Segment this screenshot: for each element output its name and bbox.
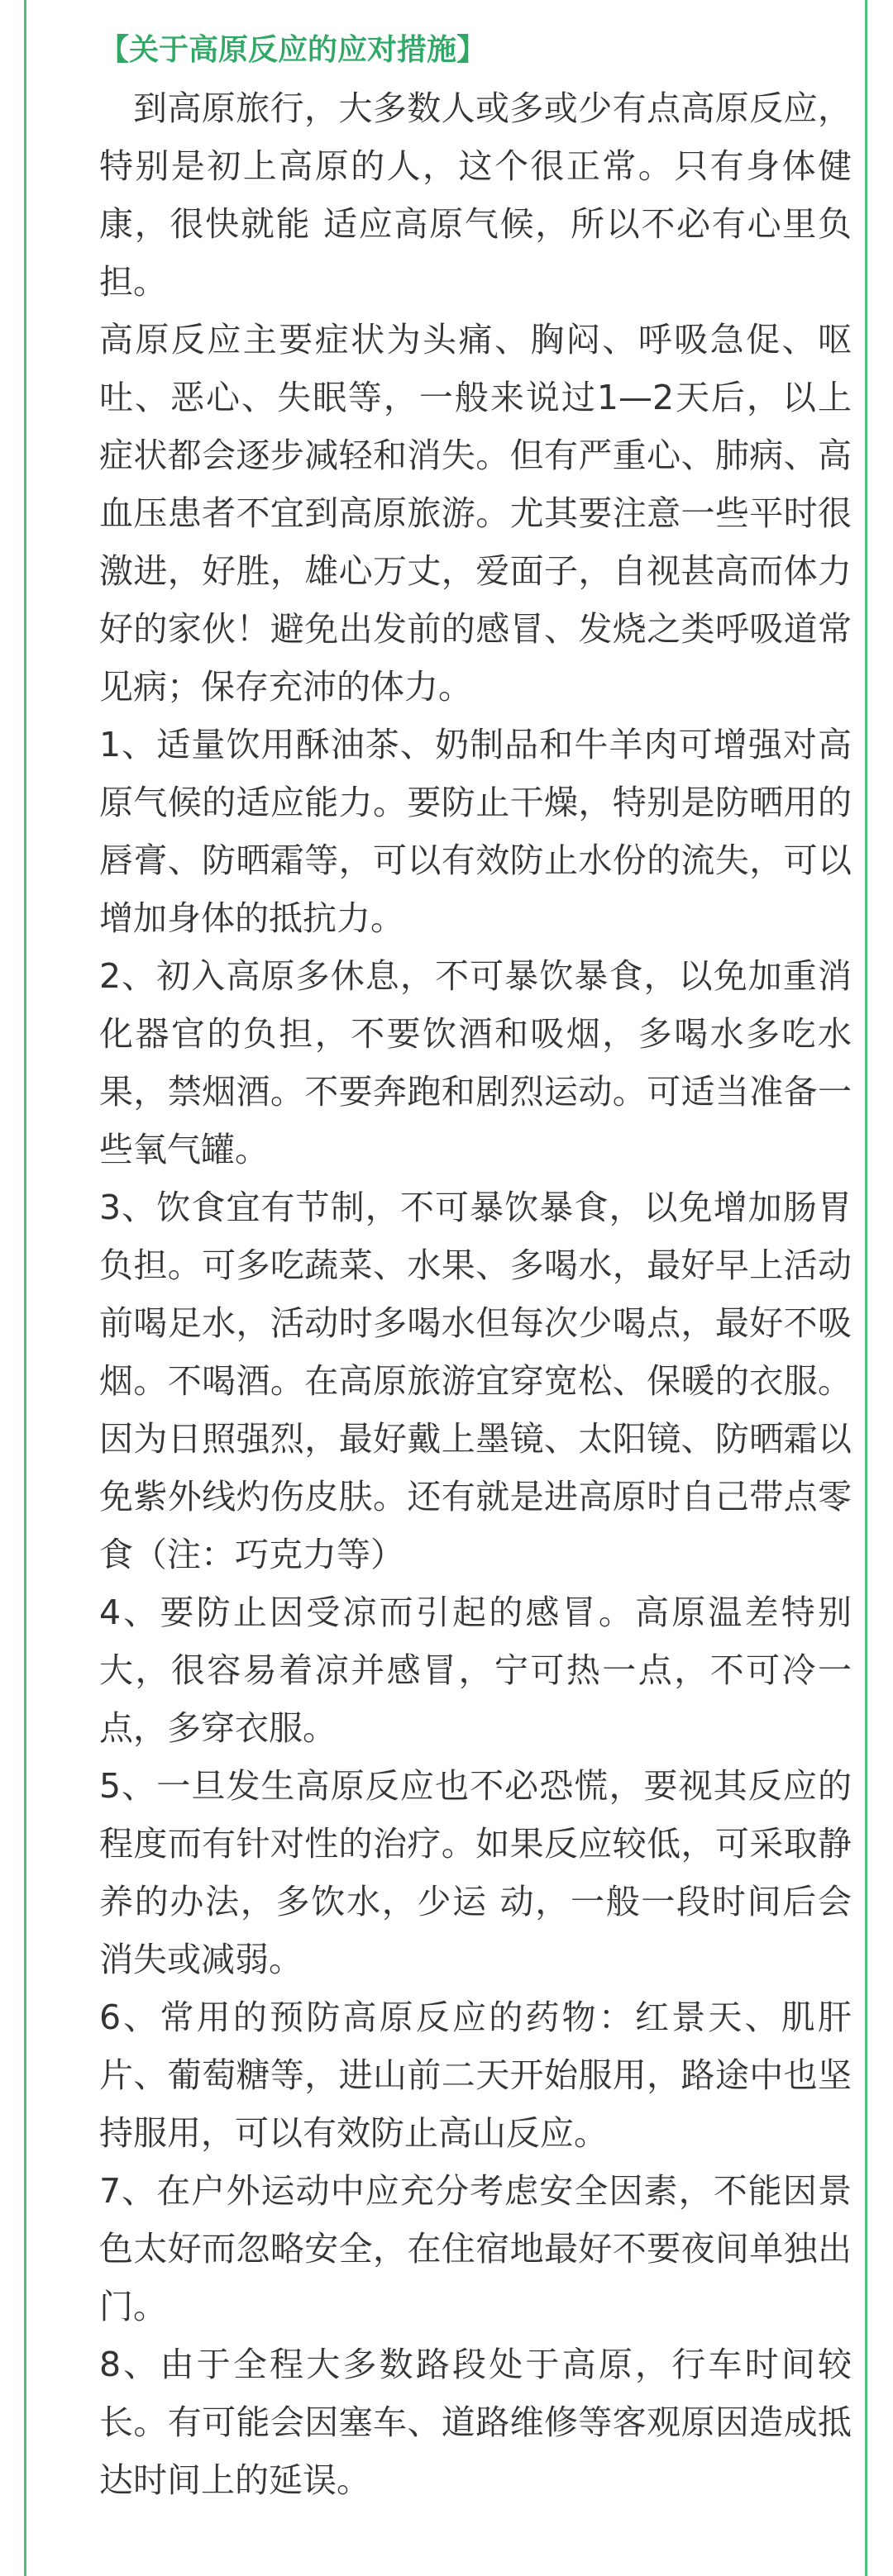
tip-item-2: 2、初入高原多休息，不可暴饮暴食，以免加重消化器官的负担，不要饮酒和吸烟，多喝水多吃水果，禁烟酒。不要奔跑和剧烈运动。可适当准备一些氧气罐。	[99, 956, 852, 1169]
paragraph-symptoms: 高原反应主要症状为头痛、胸闷、呼吸急促、呕吐、恶心、失眠等，一般来说过1—2天后，以上症状都会逐步减轻和消失。但有严重心、肺病、高血压患者不宜到高原旅游。尤其要注意一些平时很激进，好胜，雄心万丈，爱面子，自视甚高而体力好的家伙！避免出发前的感冒、发烧之类呼吸道常见病；保存充沛的体力。	[99, 320, 852, 707]
paragraph-intro: 到高原旅行，大多数人或多或少有点高原反应，特别是初上高原的人，这个很正常。只有身体健康，很快就能 适应高原气候，所以不必有心里负担。	[99, 88, 852, 302]
tip-item-7: 7、在户外运动中应充分考虑安全因素，不能因景色太好而忽略安全，在住宿地最好不要夜间单独出门。	[99, 2171, 852, 2326]
tip-item-6: 6、常用的预防高原反应的药物：红景天、肌肝片、葡萄糖等，进山前二天开始服用，路途中也坚持服用，可以有效防止高山反应。	[99, 1997, 852, 2153]
section-heading: 【关于高原反应的应对措施】	[99, 33, 487, 67]
content-frame	[24, 0, 867, 2576]
tip-item-4: 4、要防止因受凉而引起的感冒。高原温差特别大，很容易着凉并感冒，宁可热一点，不可冷一点，多穿衣服。	[99, 1593, 852, 1748]
tip-item-1: 1、适量饮用酥油茶、奶制品和牛羊肉可增强对高原气候的适应能力。要防止干燥，特别是防晒用的唇膏、防晒霜等，可以有效防止水份的流失，可以增加身体的抵抗力。	[99, 725, 852, 938]
tip-item-3: 3、饮食宜有节制，不可暴饮暴食，以免增加肠胃负担。可多吃蔬菜、水果、多喝水，最好早上活动前喝足水，活动时多喝水但每次少喝点，最好不吸烟。不喝酒。在高原旅游宜穿宽松、保暖的衣服。因为日照强烈，最好戴上墨镜、太阳镜、防晒霜以免紫外线灼伤皮肤。还有就是进高原时自己带点零食（注：巧克力等）	[99, 1188, 852, 1574]
tip-item-5: 5、一旦发生高原反应也不必恐慌，要视其反应的程度而有针对性的治疗。如果反应较低，可采取静养的办法，多饮水，少运 动，一般一段时间后会消失或减弱。	[99, 1766, 852, 1979]
tip-item-8: 8、由于全程大多数路段处于高原，行车时间较长。有可能会因塞车、道路维修等客观原因造成抵达时间上的延误。	[99, 2345, 852, 2500]
article	[99, 21, 852, 2509]
